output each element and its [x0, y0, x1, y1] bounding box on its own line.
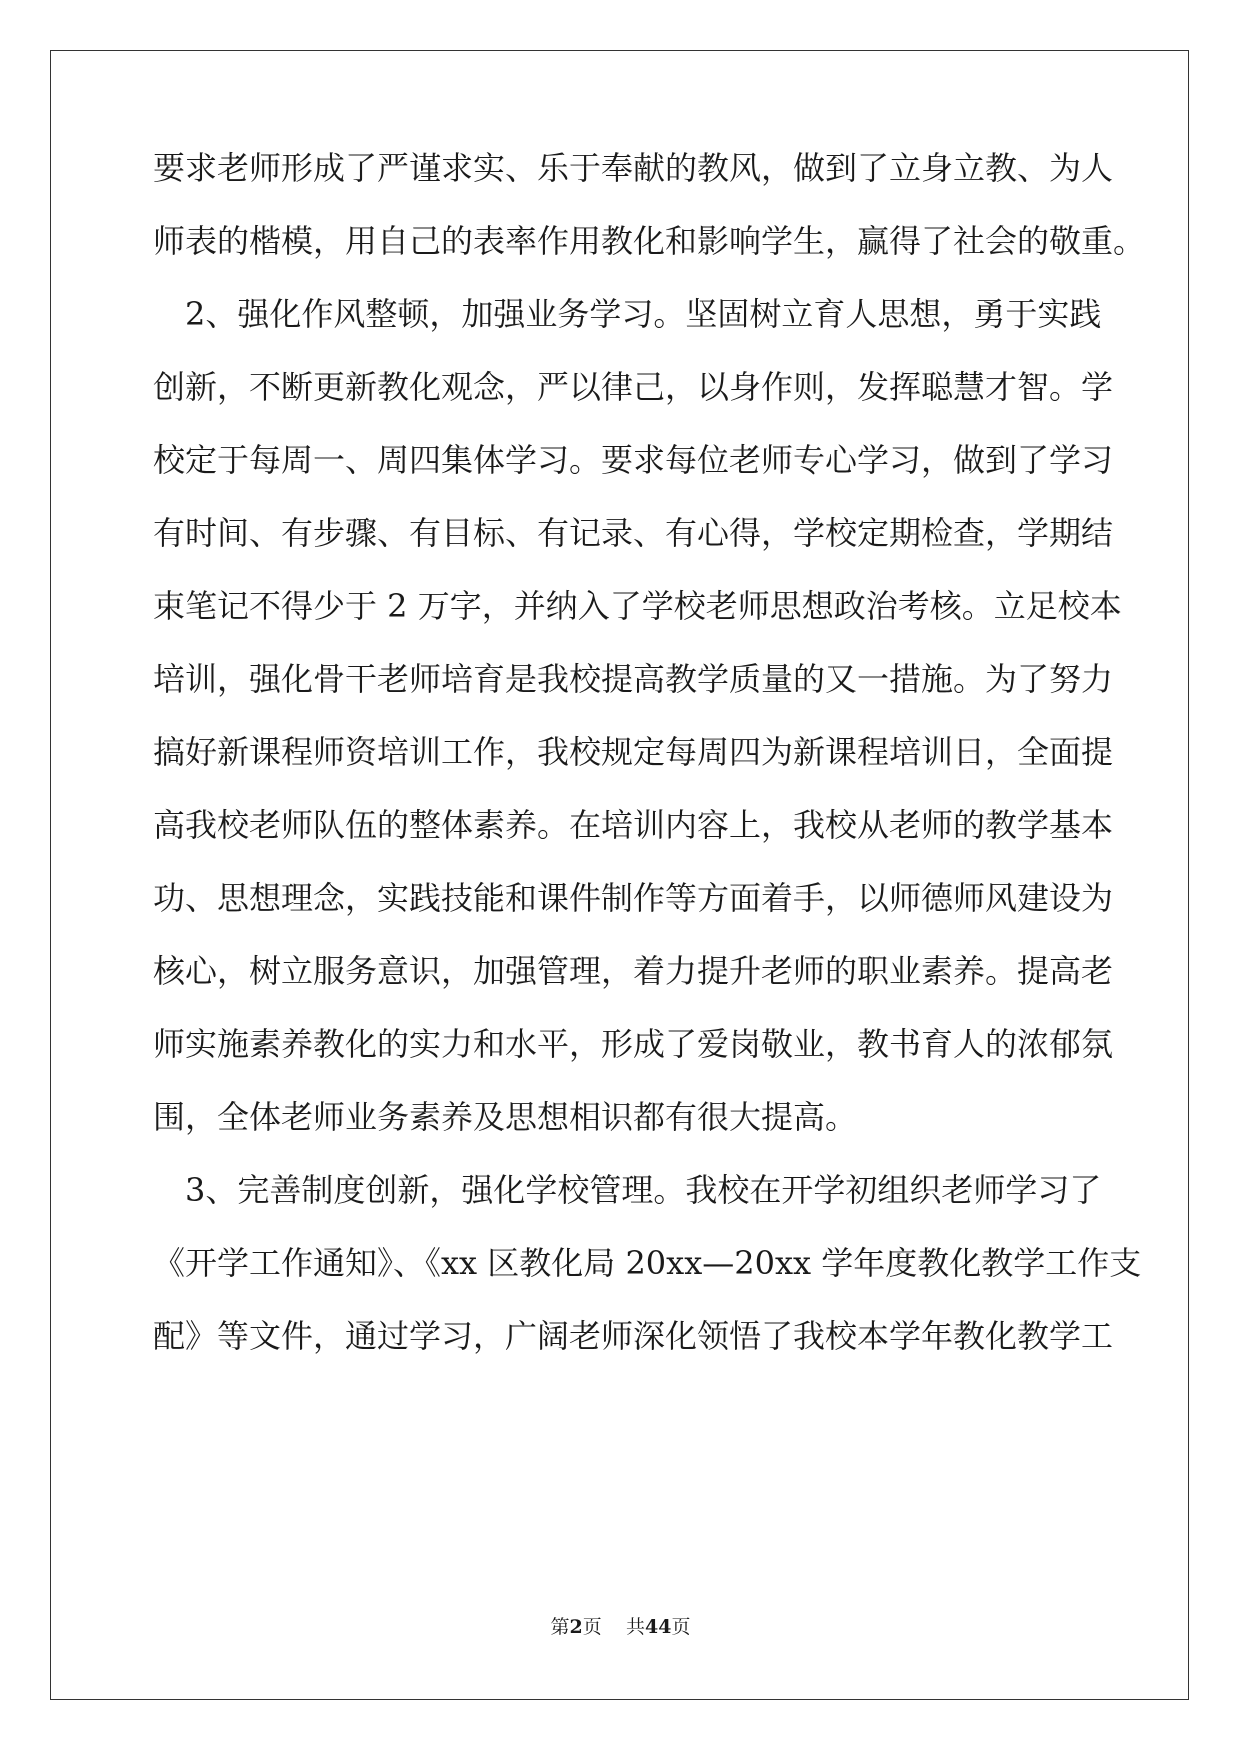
footer-page-number: 2 — [569, 1616, 583, 1638]
footer-prefix: 第 — [550, 1616, 570, 1638]
body-line-15: 3、完善制度创新，强化学校管理。我校在开学初组织老师学习了 — [185, 1171, 1102, 1209]
body-line-3: 2、强化作风整顿，加强业务学习。坚固树立育人思想，勇于实践 — [185, 295, 1102, 333]
body-line-11: 功、思想理念，实践技能和课件制作等方面着手，以师德师风建设为 — [153, 879, 1114, 917]
body-line-7: 束笔记不得少于 2 万字，并纳入了学校老师思想政治考核。立足校本 — [153, 587, 1122, 625]
page-footer — [0, 1612, 1241, 1639]
body-line-10: 高我校老师队伍的整体素养。在培训内容上，我校从老师的教学基本 — [153, 806, 1114, 844]
body-line-17: 配》等文件，通过学习，广阔老师深化领悟了我校本学年教化教学工 — [153, 1317, 1114, 1355]
footer-total-pages: 44 — [644, 1616, 672, 1638]
body-line-12: 核心，树立服务意识，加强管理，着力提升老师的职业素养。提高老 — [153, 952, 1114, 990]
body-line-8: 培训，强化骨干老师培育是我校提高教学质量的又一措施。为了努力 — [153, 660, 1114, 698]
body-line-16: 《开学工作通知》、《xx 区教化局 20xx—20xx 学年度教化教学工作支 — [153, 1244, 1142, 1282]
footer-total-prefix: 共 — [625, 1616, 645, 1638]
body-line-9: 搞好新课程师资培训工作，我校规定每周四为新课程培训日，全面提 — [153, 733, 1114, 771]
body-line-1: 要求老师形成了严谨求实、乐于奉献的教风，做到了立身立教、为人 — [153, 149, 1114, 187]
footer-total-suffix: 页 — [671, 1616, 691, 1638]
body-line-2: 师表的楷模，用自己的表率作用教化和影响学生，赢得了社会的敬重。 — [153, 222, 1146, 260]
body-line-13: 师实施素养教化的实力和水平，形成了爱岗敬业，教书育人的浓郁氛 — [153, 1025, 1114, 1063]
footer-page-suffix: 页 — [582, 1616, 602, 1638]
body-line-6: 有时间、有步骤、有目标、有记录、有心得，学校定期检查，学期结 — [153, 514, 1114, 552]
body-line-4: 创新，不断更新教化观念，严以律己，以身作则，发挥聪慧才智。学 — [153, 368, 1114, 406]
body-line-5: 校定于每周一、周四集体学习。要求每位老师专心学习，做到了学习 — [153, 441, 1114, 479]
body-line-14: 围，全体老师业务素养及思想相识都有很大提高。 — [153, 1098, 858, 1136]
